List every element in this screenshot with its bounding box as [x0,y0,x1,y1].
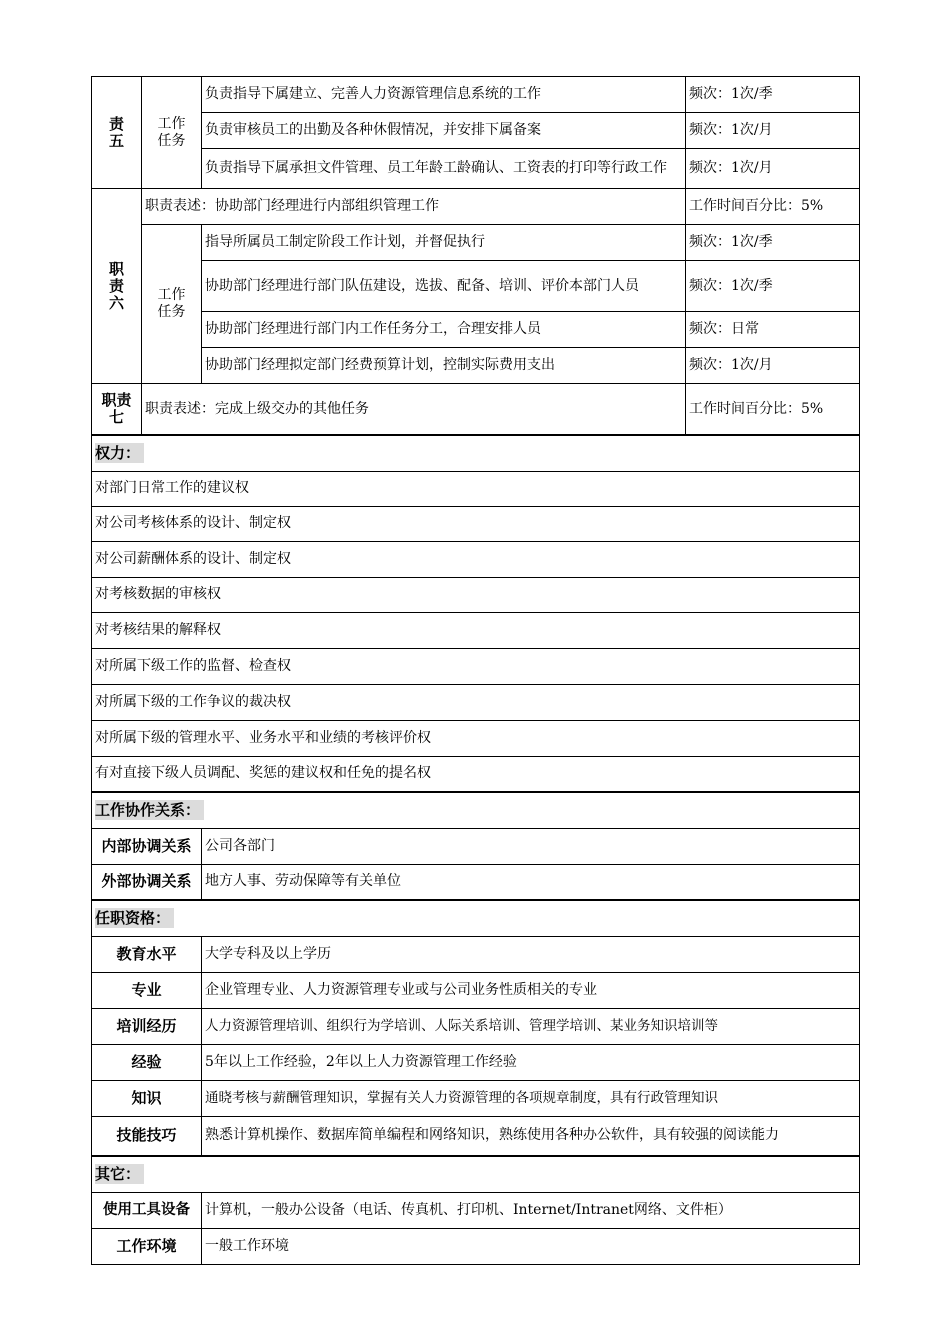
authority-item: 对考核数据的审核权 [92,577,860,612]
relation-value: 公司各部门 [202,828,860,864]
qualifications-header: 任职资格： [92,900,860,936]
duty6-task-label: 工作 任务 [142,225,202,384]
qualification-value: 企业管理专业、人力资源管理专业或与公司业务性质相关的专业 [202,972,860,1008]
authority-item: 有对直接下级人员调配、奖惩的建议权和任免的提名权 [92,756,860,792]
other-value: 计算机，一般办公设备（电话、传真机、打印机、Internet/Intranet网络、文件柜） [202,1192,860,1228]
other-label: 使用工具设备 [92,1192,202,1228]
qualification-value: 5年以上工作经验，2年以上人力资源管理工作经验 [202,1044,860,1080]
duty6-freq-4: 频次：1次/月 [686,348,860,384]
relation-label: 外部协调关系 [92,864,202,900]
relation-label: 内部协调关系 [92,828,202,864]
duty7-label: 职责 七 [92,384,142,435]
duty6-task-4: 协助部门经理拟定部门经费预算计划，控制实际费用支出 [202,348,686,384]
qualification-label: 专业 [92,972,202,1008]
duty5-freq-3: 频次：1次/月 [686,149,860,189]
authority-item: 对部门日常工作的建议权 [92,471,860,506]
qualification-label: 教育水平 [92,936,202,972]
duty6-freq-2: 频次：1次/季 [686,261,860,312]
other-label: 工作环境 [92,1228,202,1264]
duty6-description: 职责表述：协助部门经理进行内部组织管理工作 [142,189,686,225]
duty6-label: 职 责 六 [92,189,142,384]
relation-value: 地方人事、劳动保障等有关单位 [202,864,860,900]
duty5-freq-2: 频次：1次/月 [686,113,860,149]
duty6-task-1: 指导所属员工制定阶段工作计划，并督促执行 [202,225,686,261]
duty5-task-2: 负责审核员工的出勤及各种休假情况，并安排下属备案 [202,113,686,149]
qualification-label: 经验 [92,1044,202,1080]
duty6-freq-1: 频次：1次/季 [686,225,860,261]
profile-table [91,434,860,1265]
other-header: 其它： [92,1156,860,1192]
authority-item: 对所属下级的工作争议的裁决权 [92,684,860,720]
relations-header: 工作协作关系： [92,792,860,828]
duty6-freq-3: 频次：日常 [686,312,860,348]
authority-header: 权力： [92,435,860,471]
duty7-description: 职责表述：完成上级交办的其他任务 [142,384,686,435]
qualification-label: 知识 [92,1080,202,1116]
authority-item: 对公司考核体系的设计、制定权 [92,506,860,541]
duties-table [91,76,860,435]
qualification-value: 熟悉计算机操作、数据库简单编程和网络知识，熟练使用各种办公软件，具有较强的阅读能力 [202,1116,860,1156]
duty5-task-label: 工作 任务 [142,77,202,189]
duty6-percent: 工作时间百分比：5% [686,189,860,225]
qualification-value: 人力资源管理培训、组织行为学培训、人际关系培训、管理学培训、某业务知识培训等 [202,1008,860,1044]
duty5-label: 责 五 [92,77,142,189]
duty6-task-2: 协助部门经理进行部门队伍建设，选拔、配备、培训、评价本部门人员 [202,261,686,312]
qualification-label: 技能技巧 [92,1116,202,1156]
duty5-task-1: 负责指导下属建立、完善人力资源管理信息系统的工作 [202,77,686,113]
duty6-task-3: 协助部门经理进行部门内工作任务分工，合理安排人员 [202,312,686,348]
duty5-task-3: 负责指导下属承担文件管理、员工年龄工龄确认、工资表的打印等行政工作 [202,149,686,189]
duty7-percent: 工作时间百分比：5% [686,384,860,435]
qualification-label: 培训经历 [92,1008,202,1044]
other-value: 一般工作环境 [202,1228,860,1264]
duty5-freq-1: 频次：1次/季 [686,77,860,113]
authority-item: 对所属下级的管理水平、业务水平和业绩的考核评价权 [92,720,860,756]
qualification-value: 通晓考核与薪酬管理知识，掌握有关人力资源管理的各项规章制度，具有行政管理知识 [202,1080,860,1116]
authority-item: 对所属下级工作的监督、检查权 [92,648,860,684]
authority-item: 对公司薪酬体系的设计、制定权 [92,541,860,577]
qualification-value: 大学专科及以上学历 [202,936,860,972]
authority-item: 对考核结果的解释权 [92,612,860,648]
